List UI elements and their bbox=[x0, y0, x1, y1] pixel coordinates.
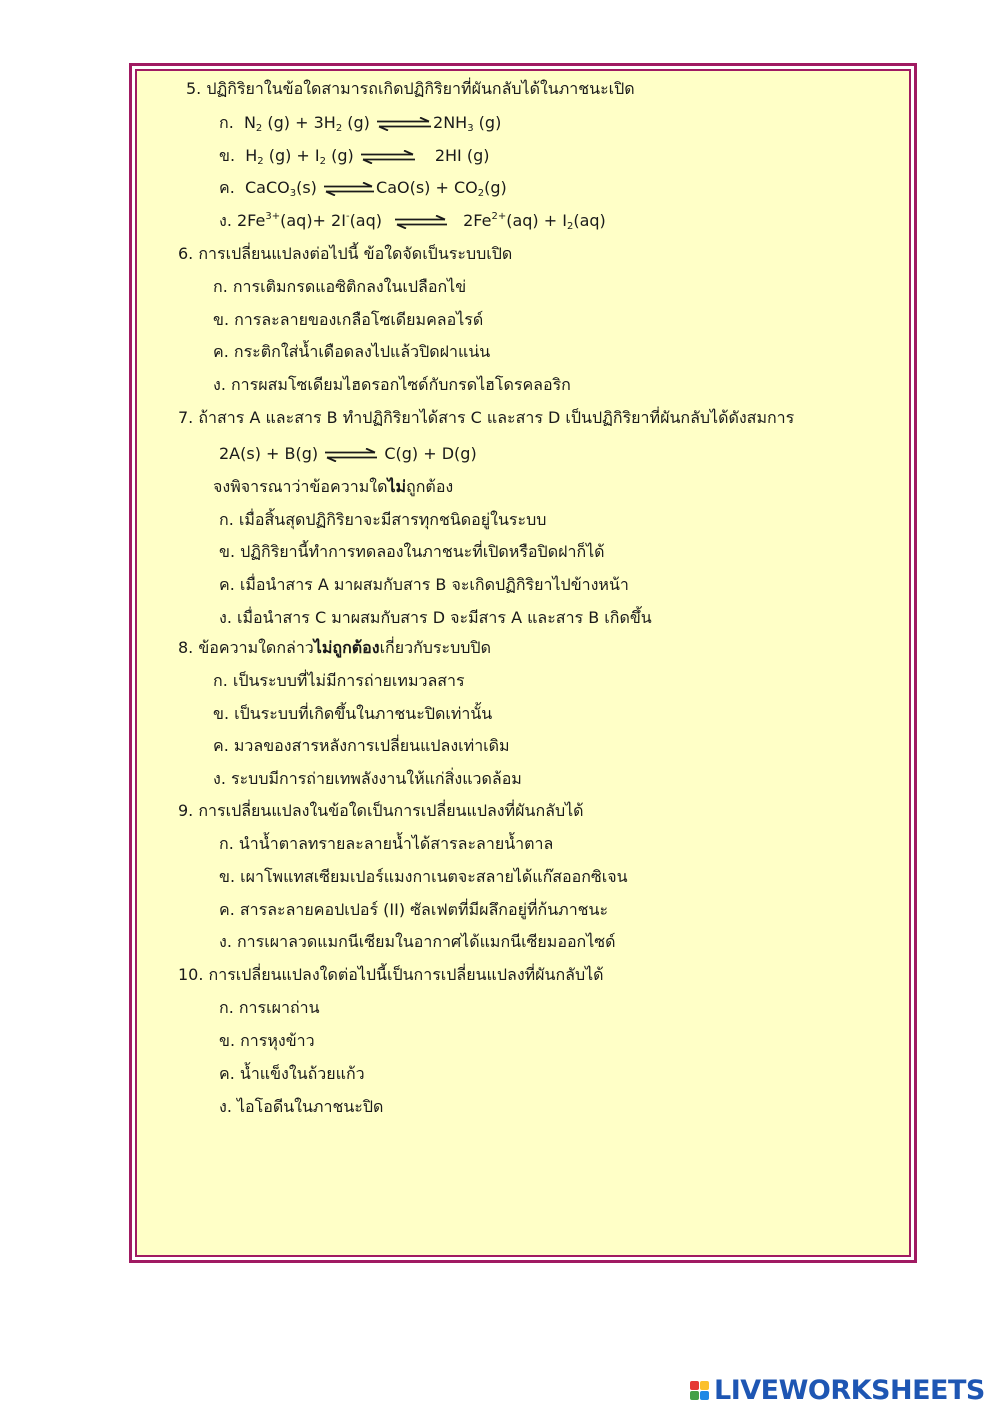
liveworksheets-logo-text: LIVEWORKSHEETS bbox=[714, 1374, 985, 1406]
question-7-equation bbox=[219, 444, 477, 464]
eq-text: (aq)+ 2I bbox=[280, 211, 346, 230]
eq-text: C(g) + D(g) bbox=[384, 444, 477, 463]
logo-square-icon bbox=[690, 1381, 699, 1390]
question-9-option-c[interactable]: ค. สารละลายคอปเปอร์ (II) ซัลเฟตที่มีผลึกอยู่ที่ก้นภาชนะ bbox=[219, 900, 609, 919]
question-10-stem: 10. การเปลี่ยนแปลงใดต่อไปนี้เป็นการเปลี่ยนแปลงที่ผันกลับได้ bbox=[178, 965, 604, 984]
equilibrium-arrow-icon bbox=[322, 182, 376, 196]
eq-sub: 2 bbox=[335, 123, 343, 134]
equilibrium-arrow-icon bbox=[359, 150, 417, 164]
eq-text: (g) + I bbox=[263, 146, 320, 165]
question-5-option-d[interactable] bbox=[219, 211, 606, 231]
eq-sup: 2+ bbox=[491, 211, 507, 222]
liveworksheets-logo-icon bbox=[690, 1381, 709, 1400]
question-7-stem: 7. ถ้าสาร A และสาร B ทำปฏิกิริยาได้สาร C และสาร D เป็นปฏิกิริยาที่ผันกลับได้ดังสมการ bbox=[178, 408, 795, 427]
prompt-emphasis: ไม่ bbox=[387, 477, 407, 496]
question-9-option-b[interactable]: ข. เผาโพแทสเซียมเปอร์แมงกาเนตจะสลายได้แก๊สออกซิเจน bbox=[219, 867, 628, 886]
eq-text: (g) bbox=[326, 146, 354, 165]
option-label: ก. bbox=[219, 113, 234, 132]
eq-text: CaCO bbox=[244, 178, 290, 197]
question-7-option-b[interactable]: ข. ปฏิกิริยานี้ทำการทดลองในภาชนะที่เปิดหรือปิดฝาก็ได้ bbox=[219, 542, 605, 561]
eq-sup: - bbox=[345, 211, 350, 222]
eq-text: 2A(s) + B(g) bbox=[219, 444, 319, 463]
equilibrium-arrow-icon bbox=[323, 448, 379, 462]
eq-text: 2Fe bbox=[463, 211, 492, 230]
eq-sub: 2 bbox=[319, 156, 327, 167]
stem-text: 8. ข้อความใดกล่าว bbox=[178, 638, 314, 657]
stem-emphasis: ไม่ถูกต้อง bbox=[313, 638, 380, 657]
eq-sub: 2 bbox=[566, 221, 574, 232]
question-9-option-a[interactable]: ก. นำน้ำตาลทรายละลายน้ำได้สารละลายน้ำตาล bbox=[219, 834, 554, 853]
question-5-stem: 5. ปฏิกิริยาในข้อใดสามารถเกิดปฏิกิริยาที่ผันกลับได้ในภาชนะเปิด bbox=[186, 79, 635, 98]
option-label: ค. bbox=[219, 178, 235, 197]
eq-sub: 2 bbox=[255, 123, 263, 134]
logo-square-icon bbox=[700, 1391, 709, 1400]
eq-text: 2NH bbox=[433, 113, 468, 132]
question-9-stem: 9. การเปลี่ยนแปลงในข้อใดเป็นการเปลี่ยนแปลงที่ผันกลับได้ bbox=[178, 801, 584, 820]
question-6-option-a[interactable]: ก. การเติมกรดแอซิติกลงในเปลือกไข่ bbox=[213, 277, 467, 296]
logo-square-icon bbox=[690, 1391, 699, 1400]
question-8-option-a[interactable]: ก. เป็นระบบที่ไม่มีการถ่ายเทมวลสาร bbox=[213, 671, 465, 690]
eq-text: (aq) bbox=[573, 211, 606, 230]
prompt-text: จงพิจารณาว่าข้อความใด bbox=[213, 477, 388, 496]
eq-sub: 2 bbox=[257, 156, 264, 167]
equilibrium-arrow-icon bbox=[375, 117, 433, 131]
question-6-option-d[interactable]: ง. การผสมโซเดียมไฮดรอกไซด์กับกรดไฮโดรคลอริก bbox=[213, 375, 571, 394]
stem-text: เกี่ยวกับระบบปิด bbox=[379, 638, 491, 657]
eq-text: H bbox=[245, 146, 258, 165]
eq-text: (g) + 3H bbox=[262, 113, 336, 132]
liveworksheets-logo[interactable] bbox=[690, 1372, 985, 1408]
question-8-option-d[interactable]: ง. ระบบมีการถ่ายเทพลังงานให้แก่สิ่งแวดล้อม bbox=[213, 769, 522, 788]
eq-sub: 3 bbox=[467, 123, 474, 134]
question-9-option-d[interactable]: ง. การเผาลวดแมกนีเซียมในอากาศได้แมกนีเซียมออกไซด์ bbox=[219, 932, 616, 951]
eq-text: 2Fe bbox=[237, 211, 266, 230]
eq-sub: 3 bbox=[289, 188, 297, 199]
question-7-option-d[interactable]: ง. เมื่อนำสาร C มาผสมกับสาร D จะมีสาร A และสาร B เกิดขึ้น bbox=[219, 608, 652, 627]
question-6-option-c[interactable]: ค. กระติกใส่น้ำเดือดลงไปแล้วปิดฝาแน่น bbox=[213, 342, 491, 361]
eq-text: (g) bbox=[484, 178, 507, 197]
question-10-option-c[interactable]: ค. น้ำแข็งในถ้วยแก้ว bbox=[219, 1064, 365, 1083]
eq-sub: 2 bbox=[477, 188, 485, 199]
question-8-option-c[interactable]: ค. มวลของสารหลังการเปลี่ยนแปลงเท่าเดิม bbox=[213, 736, 510, 755]
logo-square-icon bbox=[700, 1381, 709, 1390]
question-8-option-b[interactable]: ข. เป็นระบบที่เกิดขึ้นในภาชนะปิดเท่านั้น bbox=[213, 704, 493, 723]
option-label: ข. bbox=[219, 146, 236, 165]
question-5-option-c[interactable] bbox=[219, 178, 507, 198]
question-10-option-a[interactable]: ก. การเผาถ่าน bbox=[219, 998, 320, 1017]
eq-text: 2HI (g) bbox=[434, 146, 490, 165]
eq-text: N bbox=[243, 113, 256, 132]
question-10-option-d[interactable]: ง. ไอโอดีนในภาชนะปิด bbox=[219, 1097, 384, 1116]
eq-sup: 3+ bbox=[265, 211, 281, 222]
question-7-prompt bbox=[213, 477, 453, 497]
question-10-option-b[interactable]: ข. การหุงข้าว bbox=[219, 1031, 315, 1050]
question-6-option-b[interactable]: ข. การละลายของเกลือโซเดียมคลอไรด์ bbox=[213, 310, 484, 329]
eq-text: (g) bbox=[473, 113, 502, 132]
equilibrium-arrow-icon bbox=[393, 215, 449, 229]
question-8-stem bbox=[178, 638, 491, 658]
question-5-option-a[interactable] bbox=[219, 113, 501, 133]
question-7-option-c[interactable]: ค. เมื่อนำสาร A มาผสมกับสาร B จะเกิดปฏิกิริยาไปข้างหน้า bbox=[219, 575, 629, 594]
eq-text: (g) bbox=[342, 113, 370, 132]
option-label: ง. bbox=[219, 211, 232, 230]
eq-text: (s) bbox=[296, 178, 317, 197]
eq-text: CaO(s) + CO bbox=[376, 178, 478, 197]
question-7-option-a[interactable]: ก. เมื่อสิ้นสุดปฏิกิริยาจะมีสารทุกชนิดอยู่ในระบบ bbox=[219, 510, 547, 529]
question-6-stem: 6. การเปลี่ยนแปลงต่อไปนี้ ข้อใดจัดเป็นระบบเปิด bbox=[178, 244, 513, 263]
eq-text: (aq) bbox=[349, 211, 383, 230]
prompt-text: ถูกต้อง bbox=[406, 477, 454, 496]
question-5-option-b[interactable] bbox=[219, 146, 490, 166]
eq-text: (aq) + I bbox=[506, 211, 567, 230]
